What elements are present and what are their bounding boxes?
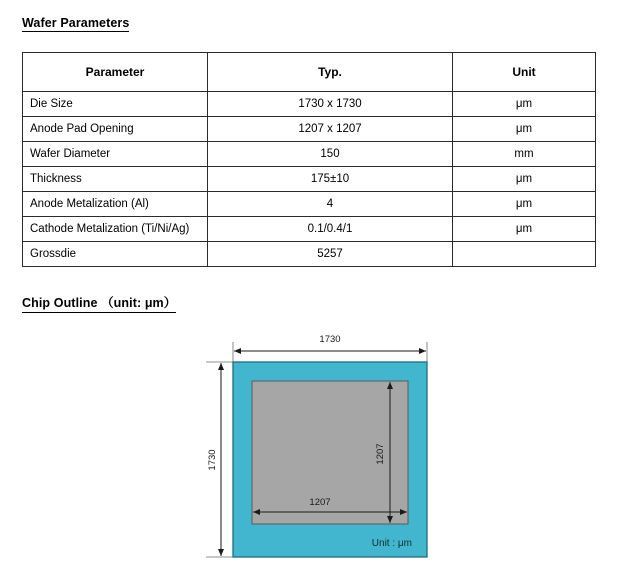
- unit-note-label: Unit : μm: [371, 538, 412, 549]
- pad-width-label: 1207: [309, 497, 331, 508]
- table-row: [23, 117, 596, 142]
- cell-unit: μm: [453, 117, 596, 142]
- chip-outline-diagram: [196, 330, 446, 575]
- cell-parameter: Anode Pad Opening: [23, 117, 208, 142]
- die-width-label: 1730: [319, 334, 341, 345]
- cell-unit: mm: [453, 142, 596, 167]
- table-body: [23, 92, 596, 267]
- table-header-row: [23, 53, 596, 92]
- cell-typ: 5257: [208, 242, 453, 267]
- cell-parameter: Thickness: [23, 167, 208, 192]
- wafer-parameters-table: [22, 52, 596, 267]
- cell-unit: μm: [453, 167, 596, 192]
- cell-parameter: Die Size: [23, 92, 208, 117]
- column-header-unit: Unit: [453, 53, 596, 92]
- column-header-typ: Typ.: [208, 53, 453, 92]
- cell-parameter: Grossdie: [23, 242, 208, 267]
- chip-outline-heading: [22, 293, 176, 313]
- table-row: [23, 167, 596, 192]
- wafer-parameters-heading: [22, 16, 129, 32]
- table-row: [23, 142, 596, 167]
- cell-parameter: Wafer Diameter: [23, 142, 208, 167]
- cell-unit: μm: [453, 217, 596, 242]
- table-row: [23, 242, 596, 267]
- cell-typ: 150: [208, 142, 453, 167]
- cell-typ: 175±10: [208, 167, 453, 192]
- table-row: [23, 92, 596, 117]
- cell-typ: 4: [208, 192, 453, 217]
- die-height-label: 1730: [207, 449, 218, 471]
- chip-outline-heading-text: Chip Outline （unit: μm）: [22, 293, 176, 313]
- table-row: [23, 192, 596, 217]
- cell-parameter: Anode Metalization (Al): [23, 192, 208, 217]
- cell-typ: 1207 x 1207: [208, 117, 453, 142]
- cell-typ: 0.1/0.4/1: [208, 217, 453, 242]
- cell-unit: [453, 242, 596, 267]
- column-header-parameter: Parameter: [23, 53, 208, 92]
- wafer-parameters-heading-text: Wafer Parameters: [22, 16, 130, 30]
- cell-unit: μm: [453, 192, 596, 217]
- cell-parameter: Cathode Metalization (Ti/Ni/Ag): [23, 217, 208, 242]
- pad-height-label: 1207: [375, 443, 386, 465]
- cell-typ: 1730 x 1730: [208, 92, 453, 117]
- table-row: [23, 217, 596, 242]
- cell-unit: μm: [453, 92, 596, 117]
